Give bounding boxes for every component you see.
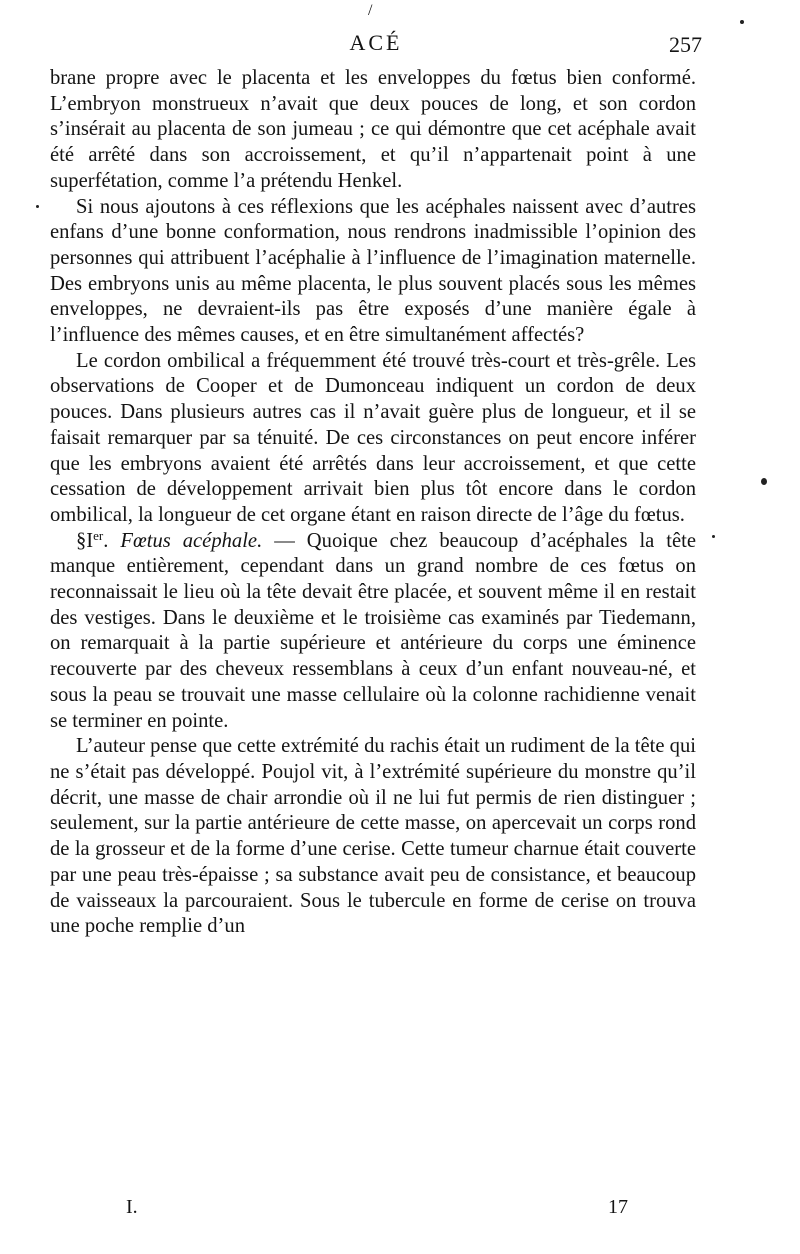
paragraph: Le cordon ombilical a fréquemment été trouvé très-court et très-grêle. Les observations de Cooper et de Dumonceau indiquent un cordon de deux pouces. Dans plusieurs autres cas il n’avait guère plus de longueur, et il se faisait remarquer par sa ténuité. De ces circonstances on peut encore inférer que les embryons avaient été arrêtés dans leur accroissement, et que cette cessation de développement arrivait bien plus tôt encore dans le cordon ombilical, la longueur de cet organe étant en raison directe de l’âge du fœtus. — [50, 349, 696, 526]
section-number-superscript: er — [93, 527, 104, 543]
ink-speck — [36, 205, 39, 208]
ink-speck — [761, 478, 767, 485]
section-paragraph: §Ier. Fœtus acéphale. — Quoique chez beaucoup d’acéphales la tête manque entièrement, cependant dans un grand nombre de ces fœtus on reconnaissait le lieu où la tête devait être placée, et souvent même il en restait des vestiges. Dans le deuxième et le troisième cas examinés par Tiedemann, on remarquait à la partie supérieure et antérieure du corps une éminence recouverte par des cheveux ressemblans à ceux d’un enfant nouveau-né, et sous la peau se trouvait une masse cellulaire où la colonne rachidienne venait se terminer en pointe. — [50, 527, 697, 732]
page-footer — [50, 1196, 702, 1226]
section-number: I — [86, 529, 94, 552]
section-dash: — — [262, 529, 307, 552]
paragraph-continued: brane propre avec le placenta et les enveloppes du fœtus bien conformé. L’embryon monstrueux n’avait que deux pouces de long, et son cordon s’insérait au placenta de son jumeau ; ce qui démontre que cet acéphale avait été arrêté dans son accroissement, et qu’il n’appartenait point à une superfétation, comme l’a prétendu Henkel. — [50, 67, 696, 192]
ink-speck — [712, 535, 715, 538]
page-number: 257 — [669, 32, 702, 57]
top-mark: / — [368, 2, 373, 19]
volume-signature: I. — [126, 1196, 138, 1218]
page-header — [50, 30, 702, 62]
section-symbol: § — [76, 529, 87, 552]
sheet-signature: 17 — [608, 1196, 628, 1218]
ink-speck — [740, 20, 744, 24]
paragraph: L’auteur pense que cette extrémité du rachis était un rudiment de la tête qui ne s’était pas développé. Poujol vit, à l’extrémité supérieure du monstre qu’il décrit, une masse de chair arrondie où il ne lui fut permis de rien distinguer ; seulement, sur la partie antérieure de cette masse, on apercevait un corps rond de la grosseur et de la forme d’une cerise. Cette tumeur charnue était couverte par une peau très-épaisse ; sa substance avait peu de consistance, et beaucoup de vaisseaux la parcouraient. Sous le tubercule en forme de cerise on trouva une poche remplie d’un — [50, 735, 696, 938]
section-title: Fœtus acéphale. — [120, 529, 263, 552]
paragraph: Si nous ajoutons à ces réflexions que les acéphales naissent avec d’autres enfans d’une bonne conformation, nous rendrons inadmissible l’opinion des personnes qui attribuent l’acéphalie à l’influence de l’imagination maternelle. Des embryons unis au même placenta, le plus souvent placés sous les mêmes enveloppes, ne devraient-ils pas être exposés d’une manière égale à l’influence des mêmes causes, et en être simultanément affectés? — [50, 195, 696, 347]
body-text — [50, 66, 696, 940]
running-head: ACÉ — [349, 30, 403, 55]
section-text: Quoique chez beaucoup d’acéphales la tête manque entièrement, cependant dans un grand nombre de ces fœtus on reconnaissait le lieu où la tête devait être placée, et souvent même il en restait des vestiges. Dans le deuxième et le troisième cas examinés par Tiedemann, on remarquait à la partie supérieure et antérieure du corps une éminence recouverte par des cheveux ressemblans à ceux d’un enfant nouveau-né, et sous la peau se trouvait une masse cellulaire où la colonne rachidienne venait se terminer en pointe. — [50, 529, 697, 732]
